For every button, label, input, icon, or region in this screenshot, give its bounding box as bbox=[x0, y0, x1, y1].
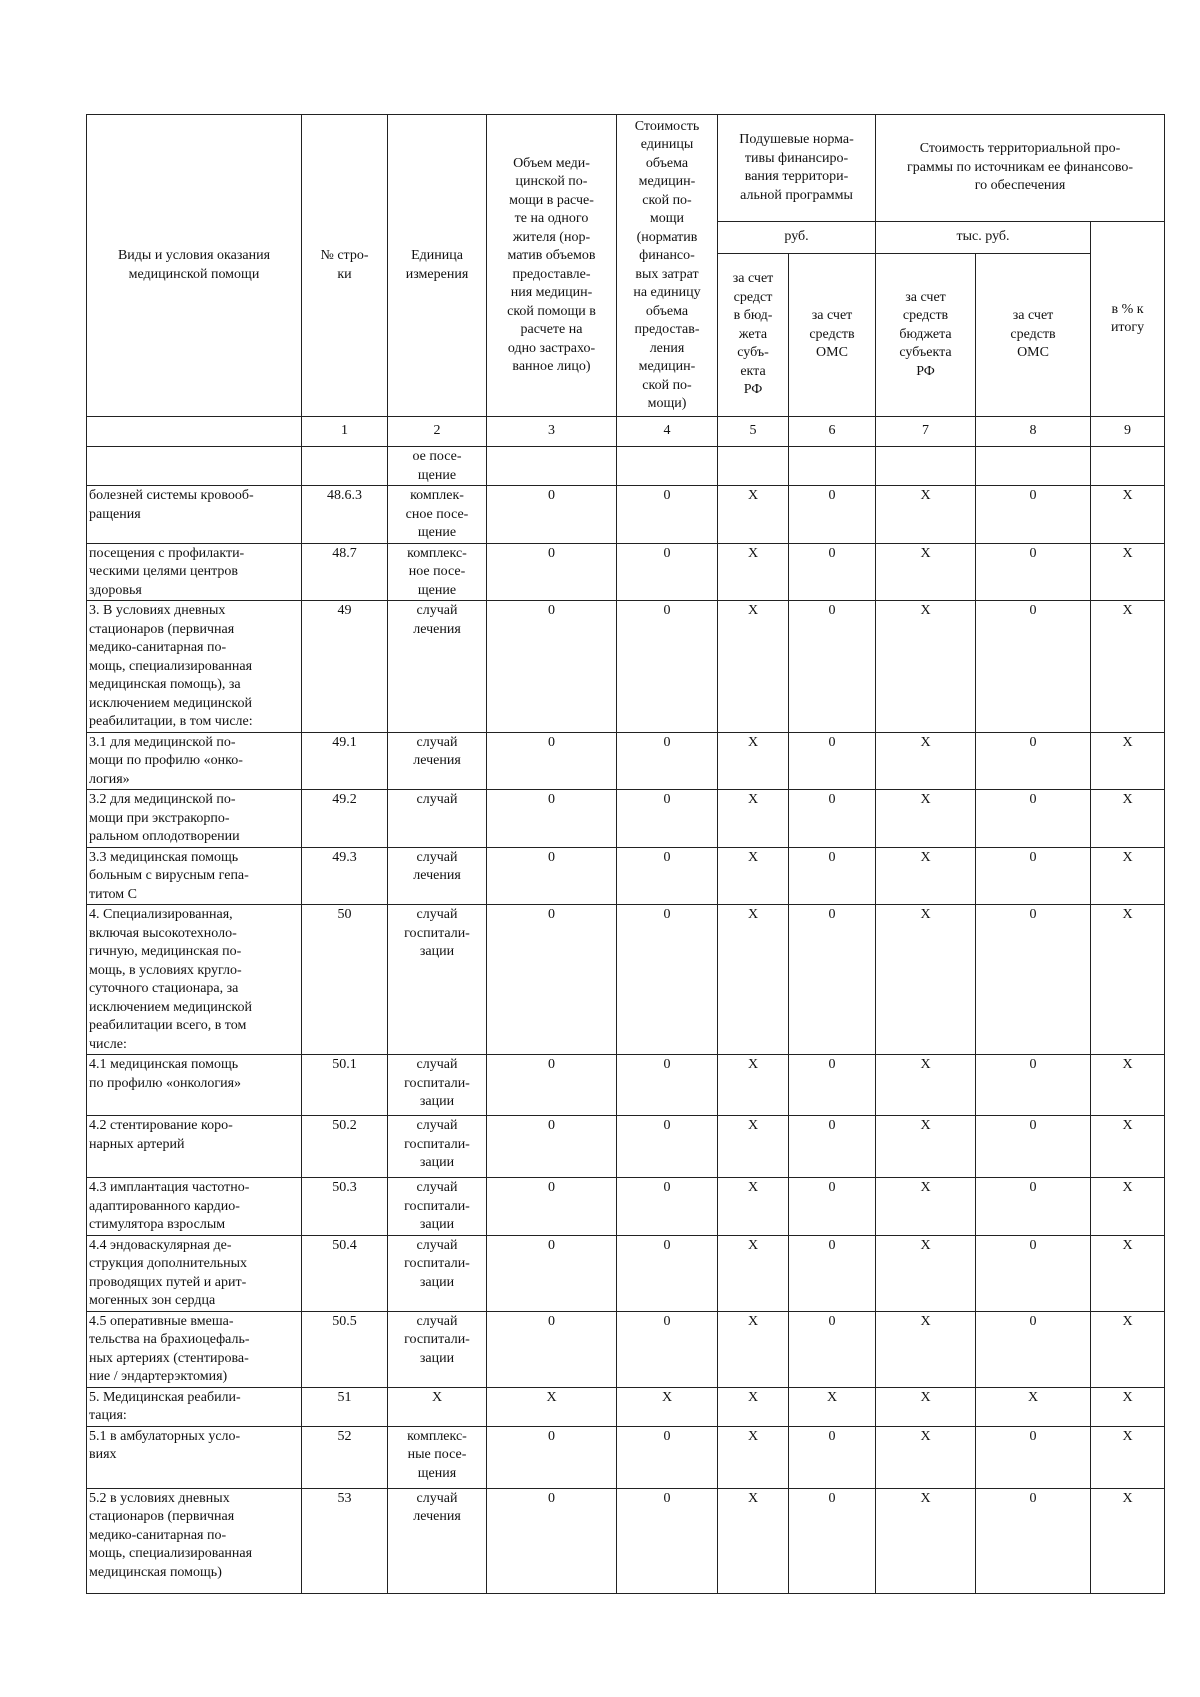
cell-unit-cost: 0 bbox=[617, 1116, 718, 1178]
cell-oms-thousand: 0 bbox=[976, 1235, 1091, 1311]
column-number: 9 bbox=[1091, 417, 1165, 447]
row-name: 4.3 имплантация частотно- адаптированного кардио- стимулятора взрослым bbox=[87, 1178, 302, 1236]
table-row bbox=[87, 601, 1165, 733]
cell-unit-cost: X bbox=[617, 1387, 718, 1426]
cell-oms-thousand: X bbox=[976, 1387, 1091, 1426]
header-percent: в % к итогу bbox=[1091, 222, 1165, 417]
row-unit: случай лечения bbox=[388, 601, 487, 733]
cell-oms-rub: X bbox=[789, 1387, 876, 1426]
table-row bbox=[87, 1387, 1165, 1426]
cell-budget-thousand: X bbox=[876, 601, 976, 733]
table-row bbox=[87, 790, 1165, 848]
cell-budget-thousand: X bbox=[876, 1116, 976, 1178]
cell-budget-thousand: X bbox=[876, 1178, 976, 1236]
cell-unit-cost: 0 bbox=[617, 1311, 718, 1387]
cell-oms-rub: 0 bbox=[789, 1178, 876, 1236]
cell-oms-rub: 0 bbox=[789, 790, 876, 848]
row-unit: случай госпитали- зации bbox=[388, 1311, 487, 1387]
cell-volume: 0 bbox=[487, 1488, 617, 1593]
row-unit: комплекс- ное посе- щение bbox=[388, 543, 487, 601]
table-row bbox=[87, 1235, 1165, 1311]
cell-budget-rub: X bbox=[718, 1055, 789, 1116]
cell-unit-cost: 0 bbox=[617, 1235, 718, 1311]
table-row bbox=[87, 543, 1165, 601]
cell-budget-rub: X bbox=[718, 1426, 789, 1488]
cell-volume: 0 bbox=[487, 847, 617, 905]
row-name: 4. Специализированная, включая высокотехноло- гичную, медицинская по- мощь, в условиях кругло- суточного стационара, за исключением медицинской реабилитации всего, в том числе: bbox=[87, 905, 302, 1055]
cell-percent: X bbox=[1091, 1116, 1165, 1178]
cell-volume: 0 bbox=[487, 1178, 617, 1236]
row-name: 3.2 для медицинской по- мощи при экстракорпо- ральном оплодотворении bbox=[87, 790, 302, 848]
row-unit: X bbox=[388, 1387, 487, 1426]
cell-oms-thousand: 0 bbox=[976, 1178, 1091, 1236]
cell-percent: X bbox=[1091, 905, 1165, 1055]
header-unit-cost: Стоимость единицы объема медицин- ской по- мощи (норматив финансо- вых затрат на единицу объема предостав- ления медицин- ской по- мощи) bbox=[617, 115, 718, 417]
cell-budget-rub: X bbox=[718, 1387, 789, 1426]
row-number: 50.2 bbox=[302, 1116, 388, 1178]
cell-oms-rub: 0 bbox=[789, 1426, 876, 1488]
cell-oms-thousand: 0 bbox=[976, 543, 1091, 601]
cell-oms-thousand: 0 bbox=[976, 1488, 1091, 1593]
cell-oms-rub: 0 bbox=[789, 486, 876, 544]
cell-volume: 0 bbox=[487, 543, 617, 601]
row-name: 3.3 медицинская помощь больным с вирусным гепа- титом С bbox=[87, 847, 302, 905]
table-row bbox=[87, 847, 1165, 905]
row-number: 48.6.3 bbox=[302, 486, 388, 544]
column-number: 8 bbox=[976, 417, 1091, 447]
cell-oms-thousand bbox=[976, 447, 1091, 486]
cell-percent: X bbox=[1091, 1488, 1165, 1593]
row-unit: случай госпитали- зации bbox=[388, 1235, 487, 1311]
column-number-row bbox=[87, 417, 1165, 447]
column-number-empty bbox=[87, 417, 302, 447]
row-unit: случай госпитали- зации bbox=[388, 1178, 487, 1236]
cell-oms-thousand: 0 bbox=[976, 601, 1091, 733]
cell-oms-thousand: 0 bbox=[976, 905, 1091, 1055]
row-name bbox=[87, 447, 302, 486]
row-name: 5.2 в условиях дневных стационаров (первичная медико-санитарная по- мощь, специализированная медицинская помощь) bbox=[87, 1488, 302, 1593]
row-name: 4.4 эндоваскулярная де- струкция дополнительных проводящих путей и арит- могенных зон сердца bbox=[87, 1235, 302, 1311]
row-number: 50 bbox=[302, 905, 388, 1055]
row-number: 52 bbox=[302, 1426, 388, 1488]
cell-budget-thousand: X bbox=[876, 1387, 976, 1426]
cell-oms-rub: 0 bbox=[789, 601, 876, 733]
row-number: 49.2 bbox=[302, 790, 388, 848]
cell-percent: X bbox=[1091, 543, 1165, 601]
table-row bbox=[87, 486, 1165, 544]
row-unit: случай bbox=[388, 790, 487, 848]
cell-oms-thousand: 0 bbox=[976, 1116, 1091, 1178]
cell-unit-cost: 0 bbox=[617, 790, 718, 848]
cell-budget-rub: X bbox=[718, 486, 789, 544]
cell-unit-cost bbox=[617, 447, 718, 486]
cell-budget-thousand: X bbox=[876, 1055, 976, 1116]
cell-oms-thousand: 0 bbox=[976, 1055, 1091, 1116]
cell-unit-cost: 0 bbox=[617, 1055, 718, 1116]
cell-volume: X bbox=[487, 1387, 617, 1426]
row-name: болезней системы кровооб- ращения bbox=[87, 486, 302, 544]
cell-budget-rub bbox=[718, 447, 789, 486]
header-unit: Единица измерения bbox=[388, 115, 487, 417]
cell-volume bbox=[487, 447, 617, 486]
table-row bbox=[87, 447, 1165, 486]
row-name: 5. Медицинская реабили- тация: bbox=[87, 1387, 302, 1426]
header-thousand-rub: тыс. руб. bbox=[876, 222, 1091, 254]
row-unit: комплекс- ные посе- щения bbox=[388, 1426, 487, 1488]
row-unit: случай госпитали- зации bbox=[388, 905, 487, 1055]
row-number bbox=[302, 447, 388, 486]
cell-oms-thousand: 0 bbox=[976, 486, 1091, 544]
cell-budget-thousand: X bbox=[876, 1235, 976, 1311]
row-number: 50.4 bbox=[302, 1235, 388, 1311]
header-per-capita: Подушевые норма- тивы финансиро- вания территори- альной программы bbox=[718, 115, 876, 222]
table-row bbox=[87, 732, 1165, 790]
row-name: 5.1 в амбулаторных усло- виях bbox=[87, 1426, 302, 1488]
cell-oms-rub: 0 bbox=[789, 1116, 876, 1178]
cell-oms-rub: 0 bbox=[789, 732, 876, 790]
cell-oms-thousand: 0 bbox=[976, 1426, 1091, 1488]
header-types: Виды и условия оказания медицинской помощи bbox=[87, 115, 302, 417]
cell-oms-rub bbox=[789, 447, 876, 486]
cell-percent bbox=[1091, 447, 1165, 486]
row-number: 50.3 bbox=[302, 1178, 388, 1236]
cell-unit-cost: 0 bbox=[617, 486, 718, 544]
cell-unit-cost: 0 bbox=[617, 847, 718, 905]
cell-volume: 0 bbox=[487, 732, 617, 790]
column-number: 1 bbox=[302, 417, 388, 447]
cell-budget-thousand: X bbox=[876, 847, 976, 905]
cell-unit-cost: 0 bbox=[617, 1426, 718, 1488]
cell-percent: X bbox=[1091, 847, 1165, 905]
cell-volume: 0 bbox=[487, 1426, 617, 1488]
row-name: посещения с профилакти- ческими целями центров здоровья bbox=[87, 543, 302, 601]
cell-budget-thousand: X bbox=[876, 732, 976, 790]
row-name: 4.1 медицинская помощь по профилю «онкология» bbox=[87, 1055, 302, 1116]
cell-percent: X bbox=[1091, 732, 1165, 790]
cell-oms-rub: 0 bbox=[789, 847, 876, 905]
cell-volume: 0 bbox=[487, 905, 617, 1055]
header-budget-5: за счет средст в бюд- жета субъ- екта РФ bbox=[718, 254, 789, 417]
table-row bbox=[87, 1426, 1165, 1488]
row-unit: случай лечения bbox=[388, 732, 487, 790]
cell-oms-thousand: 0 bbox=[976, 790, 1091, 848]
cell-unit-cost: 0 bbox=[617, 601, 718, 733]
cell-unit-cost: 0 bbox=[617, 1178, 718, 1236]
cell-budget-thousand: X bbox=[876, 543, 976, 601]
column-number: 2 bbox=[388, 417, 487, 447]
cell-percent: X bbox=[1091, 1178, 1165, 1236]
cell-budget-thousand: X bbox=[876, 1488, 976, 1593]
cell-percent: X bbox=[1091, 486, 1165, 544]
cell-budget-rub: X bbox=[718, 732, 789, 790]
row-unit: случай госпитали- зации bbox=[388, 1055, 487, 1116]
cell-volume: 0 bbox=[487, 790, 617, 848]
header-program-cost: Стоимость территориальной про- граммы по источникам ее финансово- го обеспечения bbox=[876, 115, 1165, 222]
cell-oms-thousand: 0 bbox=[976, 847, 1091, 905]
financing-table bbox=[86, 114, 1165, 1594]
table-row bbox=[87, 1055, 1165, 1116]
row-number: 49.3 bbox=[302, 847, 388, 905]
cell-volume: 0 bbox=[487, 1116, 617, 1178]
cell-budget-rub: X bbox=[718, 1488, 789, 1593]
cell-budget-rub: X bbox=[718, 1178, 789, 1236]
row-unit: случай госпитали- зации bbox=[388, 1116, 487, 1178]
row-number: 49 bbox=[302, 601, 388, 733]
header-rub: руб. bbox=[718, 222, 876, 254]
row-number: 51 bbox=[302, 1387, 388, 1426]
cell-oms-thousand: 0 bbox=[976, 732, 1091, 790]
column-number: 7 bbox=[876, 417, 976, 447]
cell-volume: 0 bbox=[487, 1311, 617, 1387]
header-volume: Объем меди- цинской по- мощи в расче- те на одного жителя (нор- матив объемов предоставле- ния медицин- ской помощи в расчете на одно застрахо- ванное лицо) bbox=[487, 115, 617, 417]
row-name: 3. В условиях дневных стационаров (первичная медико-санитарная по- мощь, специализированная медицинская помощь), за исключением медицинской реабилитации, в том числе: bbox=[87, 601, 302, 733]
cell-volume: 0 bbox=[487, 486, 617, 544]
column-number: 5 bbox=[718, 417, 789, 447]
cell-budget-rub: X bbox=[718, 601, 789, 733]
column-number: 6 bbox=[789, 417, 876, 447]
row-number: 50.5 bbox=[302, 1311, 388, 1387]
header-oms-6: за счет средств ОМС bbox=[789, 254, 876, 417]
row-number: 50.1 bbox=[302, 1055, 388, 1116]
cell-oms-rub: 0 bbox=[789, 543, 876, 601]
row-unit: случай лечения bbox=[388, 847, 487, 905]
cell-percent: X bbox=[1091, 601, 1165, 733]
cell-budget-rub: X bbox=[718, 543, 789, 601]
cell-percent: X bbox=[1091, 1426, 1165, 1488]
cell-oms-rub: 0 bbox=[789, 905, 876, 1055]
row-unit: ое посе- щение bbox=[388, 447, 487, 486]
cell-budget-rub: X bbox=[718, 790, 789, 848]
header-oms-8: за счет средств ОМС bbox=[976, 254, 1091, 417]
row-name: 3.1 для медицинской по- мощи по профилю «онко- логия» bbox=[87, 732, 302, 790]
cell-percent: X bbox=[1091, 1387, 1165, 1426]
cell-budget-thousand: X bbox=[876, 790, 976, 848]
cell-volume: 0 bbox=[487, 601, 617, 733]
table-row bbox=[87, 1178, 1165, 1236]
cell-budget-thousand bbox=[876, 447, 976, 486]
table-row bbox=[87, 905, 1165, 1055]
cell-oms-rub: 0 bbox=[789, 1055, 876, 1116]
cell-budget-rub: X bbox=[718, 905, 789, 1055]
cell-percent: X bbox=[1091, 1235, 1165, 1311]
cell-percent: X bbox=[1091, 1311, 1165, 1387]
table-row bbox=[87, 1311, 1165, 1387]
cell-budget-thousand: X bbox=[876, 1426, 976, 1488]
cell-percent: X bbox=[1091, 790, 1165, 848]
cell-oms-rub: 0 bbox=[789, 1488, 876, 1593]
cell-budget-rub: X bbox=[718, 1235, 789, 1311]
cell-oms-rub: 0 bbox=[789, 1235, 876, 1311]
row-number: 53 bbox=[302, 1488, 388, 1593]
cell-budget-rub: X bbox=[718, 1311, 789, 1387]
cell-unit-cost: 0 bbox=[617, 1488, 718, 1593]
row-name: 4.2 стентирование коро- нарных артерий bbox=[87, 1116, 302, 1178]
cell-oms-rub: 0 bbox=[789, 1311, 876, 1387]
row-name: 4.5 оперативные вмеша- тельства на брахиоцефаль- ных артериях (стентирова- ние / эндартерэктомия) bbox=[87, 1311, 302, 1387]
cell-oms-thousand: 0 bbox=[976, 1311, 1091, 1387]
row-unit: случай лечения bbox=[388, 1488, 487, 1593]
row-number: 49.1 bbox=[302, 732, 388, 790]
cell-budget-rub: X bbox=[718, 1116, 789, 1178]
row-number: 48.7 bbox=[302, 543, 388, 601]
column-number: 3 bbox=[487, 417, 617, 447]
table-row bbox=[87, 1116, 1165, 1178]
cell-budget-thousand: X bbox=[876, 486, 976, 544]
cell-budget-rub: X bbox=[718, 847, 789, 905]
cell-budget-thousand: X bbox=[876, 1311, 976, 1387]
header-row-number: № стро- ки bbox=[302, 115, 388, 417]
cell-percent: X bbox=[1091, 1055, 1165, 1116]
header-budget-7: за счет средств бюджета субъекта РФ bbox=[876, 254, 976, 417]
cell-volume: 0 bbox=[487, 1055, 617, 1116]
row-unit: комплек- сное посе- щение bbox=[388, 486, 487, 544]
cell-budget-thousand: X bbox=[876, 905, 976, 1055]
table-row bbox=[87, 1488, 1165, 1593]
cell-unit-cost: 0 bbox=[617, 543, 718, 601]
cell-unit-cost: 0 bbox=[617, 905, 718, 1055]
cell-volume: 0 bbox=[487, 1235, 617, 1311]
cell-unit-cost: 0 bbox=[617, 732, 718, 790]
column-number: 4 bbox=[617, 417, 718, 447]
